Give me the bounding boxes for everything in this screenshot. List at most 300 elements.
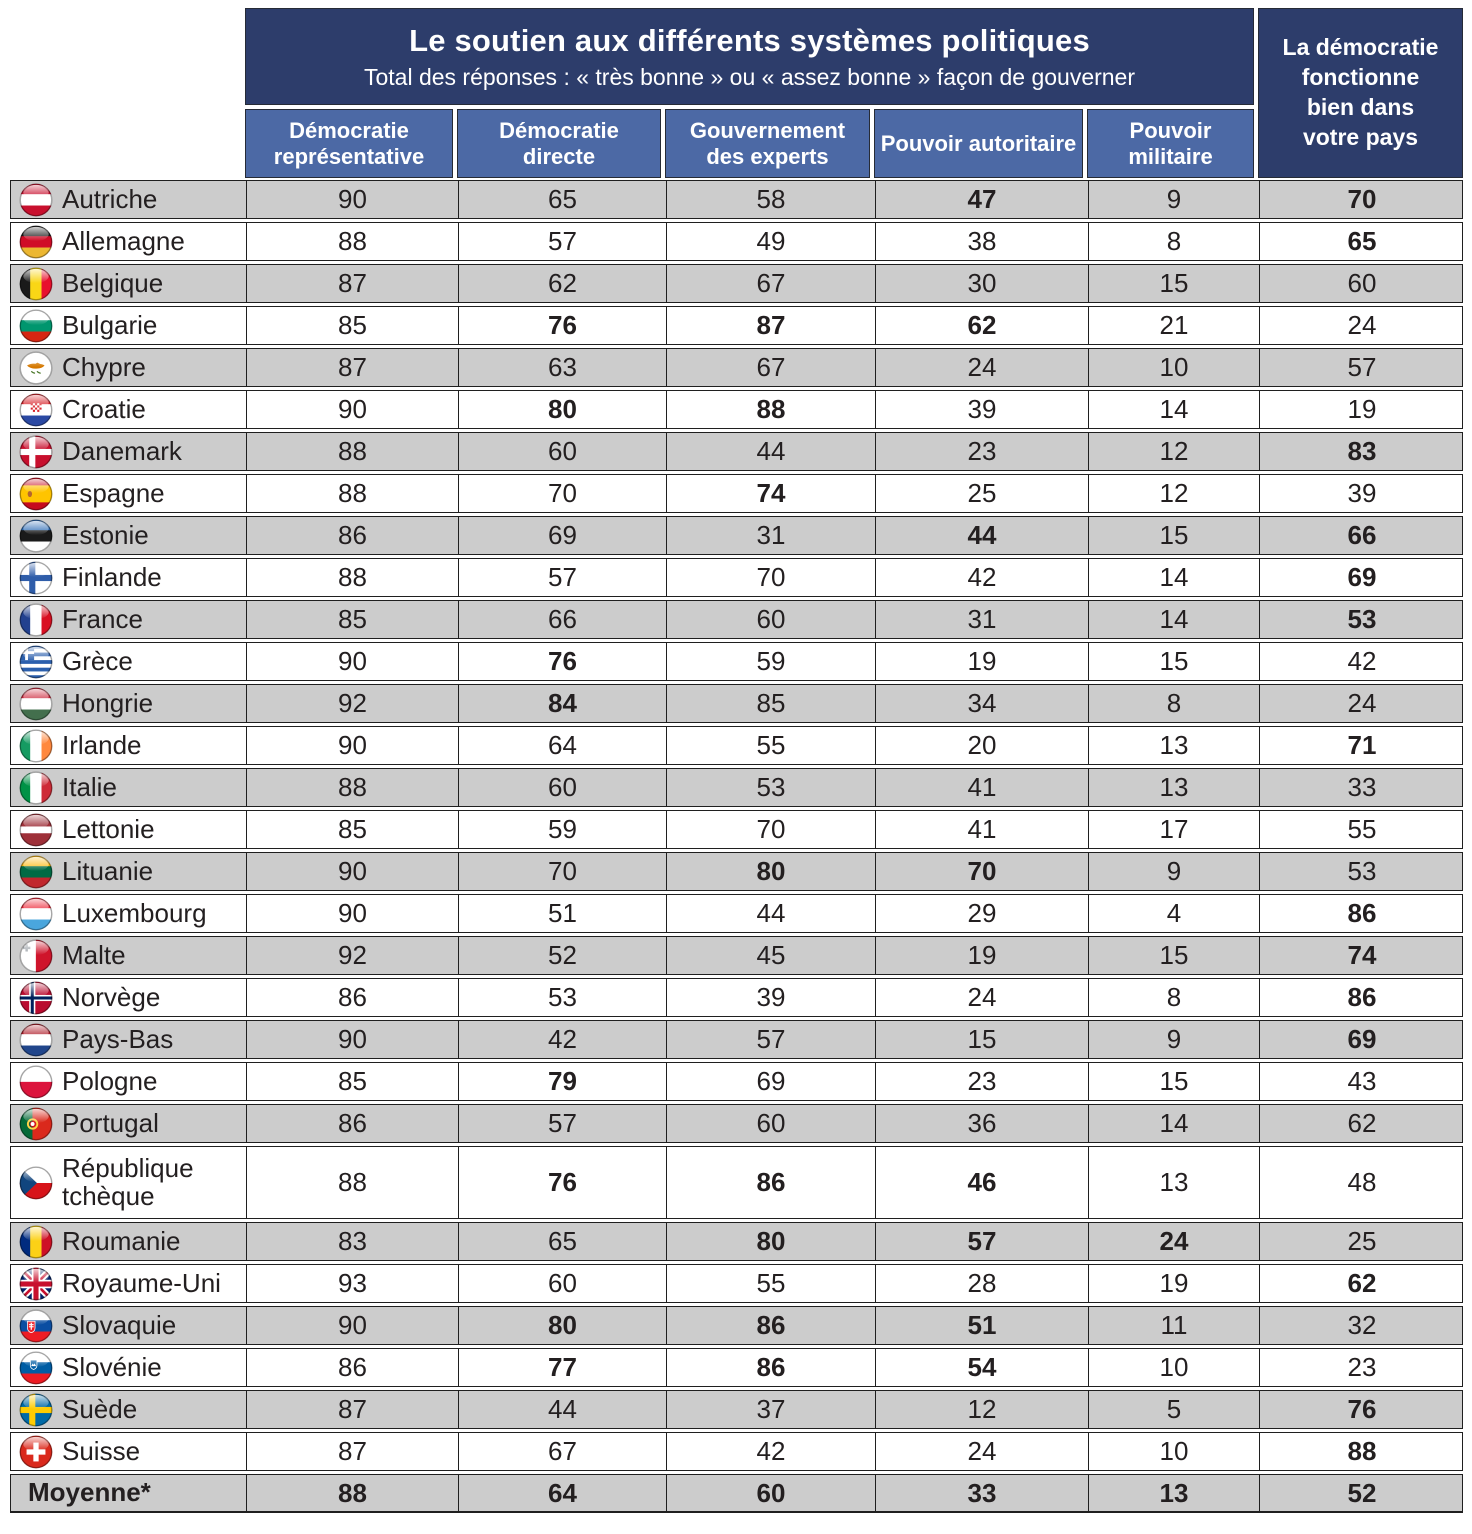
- value-cell: 88: [246, 1147, 458, 1218]
- value-cell: 90: [246, 181, 458, 218]
- country-label: Belgique: [62, 267, 164, 298]
- country-label: Croatie: [62, 393, 146, 424]
- value-cell: 12: [1088, 475, 1259, 512]
- country-label: Hongrie: [62, 687, 154, 718]
- value-cell: 37: [666, 1391, 875, 1428]
- value-cell: 60: [458, 433, 666, 470]
- value-cell: 24: [875, 349, 1088, 386]
- value-cell: 88: [246, 475, 458, 512]
- value-cell: 24: [875, 979, 1088, 1016]
- value-cell: 41: [875, 811, 1088, 848]
- value-cell: 87: [246, 1433, 458, 1470]
- value-cell: 86: [246, 1105, 458, 1142]
- flag-icon-pologne: [19, 1065, 53, 1099]
- value-cell: 90: [246, 727, 458, 764]
- value-cell: 87: [246, 1391, 458, 1428]
- country-cell: [11, 1063, 246, 1100]
- value-cell: 80: [458, 1307, 666, 1344]
- value-cell: 51: [458, 895, 666, 932]
- value-cell: 69: [1259, 1021, 1464, 1058]
- value-cell: 8: [1088, 223, 1259, 260]
- table-row: [10, 390, 1463, 429]
- country-cell: [11, 517, 246, 554]
- value-cell: 86: [666, 1349, 875, 1386]
- value-cell: 28: [875, 1265, 1088, 1302]
- flag-icon-royaume-uni: [19, 1267, 53, 1301]
- flag-icon-irlande: [19, 729, 53, 763]
- value-cell: 57: [458, 1105, 666, 1142]
- value-cell: 77: [458, 1349, 666, 1386]
- value-cell: 69: [666, 1063, 875, 1100]
- value-cell: 88: [666, 391, 875, 428]
- country-cell: [11, 1265, 246, 1302]
- country-cell: [11, 475, 246, 512]
- value-cell: 9: [1088, 181, 1259, 218]
- table-row: [10, 306, 1463, 345]
- value-cell: 55: [1259, 811, 1464, 848]
- country-label: Malte: [62, 939, 126, 970]
- value-cell: 11: [1088, 1307, 1259, 1344]
- value-cell: 32: [1259, 1307, 1464, 1344]
- value-cell: 60: [666, 1475, 875, 1511]
- value-cell: 85: [666, 685, 875, 722]
- value-cell: 13: [1088, 1475, 1259, 1511]
- flag-icon-estonie: [19, 519, 53, 553]
- value-cell: 55: [666, 727, 875, 764]
- value-cell: 55: [666, 1265, 875, 1302]
- value-cell: 86: [666, 1147, 875, 1218]
- value-cell: 15: [1088, 1063, 1259, 1100]
- value-cell: 62: [1259, 1105, 1464, 1142]
- value-cell: 90: [246, 643, 458, 680]
- value-cell: 90: [246, 391, 458, 428]
- value-cell: 44: [666, 895, 875, 932]
- value-cell: 49: [666, 223, 875, 260]
- table-row: [10, 1062, 1463, 1101]
- country-label: Moyenne*: [28, 1477, 151, 1508]
- value-cell: 67: [666, 349, 875, 386]
- value-cell: 83: [1259, 433, 1464, 470]
- table-row: [10, 1306, 1463, 1345]
- value-cell: 14: [1088, 1105, 1259, 1142]
- value-cell: 46: [875, 1147, 1088, 1218]
- value-cell: 41: [875, 769, 1088, 806]
- value-cell: 66: [1259, 517, 1464, 554]
- table-row: [10, 684, 1463, 723]
- country-cell: [11, 601, 246, 638]
- column-header-democracy-works: La démocratie fonctionne bien dans votre pays: [1258, 8, 1463, 178]
- country-label: Pologne: [62, 1065, 158, 1096]
- value-cell: 70: [458, 853, 666, 890]
- value-cell: 70: [875, 853, 1088, 890]
- country-cell: [11, 265, 246, 302]
- value-cell: 80: [458, 391, 666, 428]
- value-cell: 60: [458, 769, 666, 806]
- value-cell: 65: [458, 1223, 666, 1260]
- country-cell: [11, 1021, 246, 1058]
- value-cell: 88: [246, 559, 458, 596]
- value-cell: 76: [458, 307, 666, 344]
- value-cell: 30: [875, 265, 1088, 302]
- value-cell: 85: [246, 1063, 458, 1100]
- value-cell: 60: [458, 1265, 666, 1302]
- value-cell: 14: [1088, 391, 1259, 428]
- value-cell: 39: [1259, 475, 1464, 512]
- value-cell: 53: [666, 769, 875, 806]
- flag-icon-republique-tcheque: [19, 1166, 53, 1200]
- value-cell: 84: [458, 685, 666, 722]
- value-cell: 85: [246, 811, 458, 848]
- table-row: [10, 516, 1463, 555]
- value-cell: 15: [875, 1021, 1088, 1058]
- value-cell: 67: [666, 265, 875, 302]
- table-row: [10, 1348, 1463, 1387]
- flag-icon-allemagne: [19, 225, 53, 259]
- value-cell: 12: [875, 1391, 1088, 1428]
- country-label: Autriche: [62, 183, 158, 214]
- value-cell: 86: [246, 517, 458, 554]
- value-cell: 65: [1259, 223, 1464, 260]
- value-cell: 60: [666, 601, 875, 638]
- value-cell: 53: [458, 979, 666, 1016]
- value-cell: 86: [1259, 979, 1464, 1016]
- value-cell: 57: [458, 559, 666, 596]
- country-label: Allemagne: [62, 225, 185, 256]
- country-label: Grèce: [62, 645, 133, 676]
- flag-icon-lettonie: [19, 813, 53, 847]
- column-header-pouvoir-autoritaire: Pouvoir autoritaire: [874, 109, 1083, 178]
- table-body: [10, 180, 1463, 1513]
- value-cell: 9: [1088, 1021, 1259, 1058]
- value-cell: 42: [1259, 643, 1464, 680]
- country-cell: [11, 643, 246, 680]
- table-row: [10, 1146, 1463, 1219]
- value-cell: 19: [1088, 1265, 1259, 1302]
- table-row-average: [10, 1474, 1463, 1513]
- flag-icon-danemark: [19, 435, 53, 469]
- value-cell: 64: [458, 1475, 666, 1511]
- value-cell: 19: [875, 937, 1088, 974]
- table-subtitle: Total des réponses : « très bonne » ou « assez bonne » façon de gouverner: [363, 63, 1136, 90]
- country-label: Finlande: [62, 561, 162, 592]
- value-cell: 23: [875, 433, 1088, 470]
- flag-icon-suede: [19, 1393, 53, 1427]
- value-cell: 60: [666, 1105, 875, 1142]
- value-cell: 24: [1259, 685, 1464, 722]
- country-label: Slovénie: [62, 1351, 162, 1382]
- country-label: Suède: [62, 1393, 138, 1424]
- country-label: Suisse: [62, 1435, 141, 1466]
- value-cell: 17: [1088, 811, 1259, 848]
- value-cell: 25: [875, 475, 1088, 512]
- value-cell: 20: [875, 727, 1088, 764]
- value-cell: 86: [246, 979, 458, 1016]
- value-cell: 85: [246, 307, 458, 344]
- table-row: [10, 1222, 1463, 1261]
- table-row: [10, 768, 1463, 807]
- country-cell: [11, 853, 246, 890]
- value-cell: 90: [246, 1021, 458, 1058]
- country-label: Roumanie: [62, 1225, 181, 1256]
- flag-icon-roumanie: [19, 1225, 53, 1259]
- value-cell: 42: [666, 1433, 875, 1470]
- table-row: [10, 264, 1463, 303]
- country-cell: [11, 769, 246, 806]
- flag-icon-lituanie: [19, 855, 53, 889]
- value-cell: 57: [458, 223, 666, 260]
- column-header-gouvernement-experts: Gouvernement des experts: [665, 109, 870, 178]
- country-label: Slovaquie: [62, 1309, 177, 1340]
- value-cell: 53: [1259, 601, 1464, 638]
- country-label: Chypre: [62, 351, 146, 382]
- value-cell: 70: [666, 559, 875, 596]
- value-cell: 42: [875, 559, 1088, 596]
- value-cell: 51: [875, 1307, 1088, 1344]
- country-label: Bulgarie: [62, 309, 158, 340]
- country-cell: [11, 979, 246, 1016]
- flag-icon-slovaquie: [19, 1309, 53, 1343]
- country-cell: [11, 1391, 246, 1428]
- flag-icon-bulgarie: [19, 309, 53, 343]
- value-cell: 25: [1259, 1223, 1464, 1260]
- flag-icon-chypre: [19, 351, 53, 385]
- value-cell: 57: [1259, 349, 1464, 386]
- value-cell: 43: [1259, 1063, 1464, 1100]
- value-cell: 70: [458, 475, 666, 512]
- flag-icon-slovenie: [19, 1351, 53, 1385]
- value-cell: 62: [875, 307, 1088, 344]
- value-cell: 13: [1088, 1147, 1259, 1218]
- value-cell: 60: [1259, 265, 1464, 302]
- country-label: Luxembourg: [62, 897, 207, 928]
- value-cell: 45: [666, 937, 875, 974]
- value-cell: 66: [458, 601, 666, 638]
- country-cell: [11, 1433, 246, 1470]
- table-row: [10, 1390, 1463, 1429]
- table-row: [10, 180, 1463, 219]
- country-cell: [11, 433, 246, 470]
- value-cell: 14: [1088, 601, 1259, 638]
- value-cell: 19: [875, 643, 1088, 680]
- value-cell: 87: [246, 265, 458, 302]
- value-cell: 79: [458, 1063, 666, 1100]
- value-cell: 15: [1088, 937, 1259, 974]
- flag-icon-grece: [19, 645, 53, 679]
- value-cell: 86: [666, 1307, 875, 1344]
- value-cell: 4: [1088, 895, 1259, 932]
- table-row: [10, 810, 1463, 849]
- country-label: Espagne: [62, 477, 165, 508]
- column-header-democratie-directe: Démocratie directe: [457, 109, 661, 178]
- value-cell: 59: [458, 811, 666, 848]
- value-cell: 15: [1088, 643, 1259, 680]
- country-label: Irlande: [62, 729, 142, 760]
- value-cell: 88: [246, 223, 458, 260]
- column-header-democratie-representative: Démocratie représentative: [245, 109, 453, 178]
- country-label: Estonie: [62, 519, 149, 550]
- value-cell: 90: [246, 895, 458, 932]
- value-cell: 38: [875, 223, 1088, 260]
- table-row: [10, 642, 1463, 681]
- value-cell: 13: [1088, 769, 1259, 806]
- value-cell: 90: [246, 853, 458, 890]
- table-row: [10, 894, 1463, 933]
- country-cell: [11, 811, 246, 848]
- value-cell: 92: [246, 685, 458, 722]
- table-title: Le soutien aux différents systèmes politiques: [409, 22, 1090, 58]
- country-label: République tchèque: [62, 1153, 194, 1211]
- value-cell: 52: [1259, 1475, 1464, 1511]
- value-cell: 31: [666, 517, 875, 554]
- value-cell: 54: [875, 1349, 1088, 1386]
- country-label: Danemark: [62, 435, 182, 466]
- value-cell: 53: [1259, 853, 1464, 890]
- value-cell: 83: [246, 1223, 458, 1260]
- value-cell: 44: [458, 1391, 666, 1428]
- value-cell: 13: [1088, 727, 1259, 764]
- value-cell: 29: [875, 895, 1088, 932]
- value-cell: 88: [246, 769, 458, 806]
- country-cell: [11, 181, 246, 218]
- value-cell: 47: [875, 181, 1088, 218]
- flag-icon-finlande: [19, 561, 53, 595]
- value-cell: 92: [246, 937, 458, 974]
- value-cell: 23: [875, 1063, 1088, 1100]
- table-row: [10, 936, 1463, 975]
- country-cell: [11, 1105, 246, 1142]
- value-cell: 80: [666, 853, 875, 890]
- flag-icon-italie: [19, 771, 53, 805]
- value-cell: 67: [458, 1433, 666, 1470]
- flag-icon-luxembourg: [19, 897, 53, 931]
- country-label: Lettonie: [62, 813, 155, 844]
- value-cell: 58: [666, 181, 875, 218]
- value-cell: 57: [666, 1021, 875, 1058]
- value-cell: 65: [458, 181, 666, 218]
- value-cell: 39: [666, 979, 875, 1016]
- country-cell: [11, 937, 246, 974]
- table-row: [10, 978, 1463, 1017]
- table-row: [10, 474, 1463, 513]
- country-cell: [11, 1147, 246, 1218]
- political-systems-table: [10, 8, 1463, 1516]
- value-cell: 88: [246, 1475, 458, 1511]
- table-row: [10, 726, 1463, 765]
- flag-icon-norvege: [19, 981, 53, 1015]
- country-cell: [11, 1349, 246, 1386]
- value-cell: 69: [1259, 559, 1464, 596]
- value-cell: 52: [458, 937, 666, 974]
- value-cell: 33: [1259, 769, 1464, 806]
- flag-icon-pays-bas: [19, 1023, 53, 1057]
- value-cell: 64: [458, 727, 666, 764]
- value-cell: 57: [875, 1223, 1088, 1260]
- value-cell: 74: [666, 475, 875, 512]
- value-cell: 5: [1088, 1391, 1259, 1428]
- value-cell: 85: [246, 601, 458, 638]
- table-row: [10, 432, 1463, 471]
- country-cell: [11, 727, 246, 764]
- country-label: Italie: [62, 771, 117, 802]
- value-cell: 76: [458, 643, 666, 680]
- table-row: [10, 1432, 1463, 1471]
- value-cell: 15: [1088, 265, 1259, 302]
- value-cell: 74: [1259, 937, 1464, 974]
- value-cell: 87: [246, 349, 458, 386]
- flag-icon-portugal: [19, 1107, 53, 1141]
- table-row: [10, 1104, 1463, 1143]
- value-cell: 31: [875, 601, 1088, 638]
- value-cell: 34: [875, 685, 1088, 722]
- value-cell: 44: [666, 433, 875, 470]
- value-cell: 36: [875, 1105, 1088, 1142]
- country-cell: [11, 895, 246, 932]
- value-cell: 76: [458, 1147, 666, 1218]
- country-label: Royaume-Uni: [62, 1267, 221, 1298]
- country-label: Portugal: [62, 1107, 159, 1138]
- flag-icon-france: [19, 603, 53, 637]
- value-cell: 24: [1088, 1223, 1259, 1260]
- country-cell: [11, 559, 246, 596]
- value-cell: 88: [1259, 1433, 1464, 1470]
- country-cell: [11, 391, 246, 428]
- value-cell: 8: [1088, 685, 1259, 722]
- value-cell: 21: [1088, 307, 1259, 344]
- country-cell: [11, 1223, 246, 1260]
- value-cell: 90: [246, 1307, 458, 1344]
- column-header-pouvoir-militaire: Pouvoir militaire: [1087, 109, 1254, 178]
- flag-icon-belgique: [19, 267, 53, 301]
- country-cell: [11, 307, 246, 344]
- table-header: [10, 8, 1463, 178]
- value-cell: 62: [1259, 1265, 1464, 1302]
- flag-icon-malte: [19, 939, 53, 973]
- value-cell: 14: [1088, 559, 1259, 596]
- flag-icon-croatie: [19, 393, 53, 427]
- country-cell: [11, 1307, 246, 1344]
- country-cell: [11, 349, 246, 386]
- country-label: Lituanie: [62, 855, 154, 886]
- value-cell: 76: [1259, 1391, 1464, 1428]
- value-cell: 33: [875, 1475, 1088, 1511]
- value-cell: 71: [1259, 727, 1464, 764]
- value-cell: 9: [1088, 853, 1259, 890]
- country-cell: [11, 685, 246, 722]
- value-cell: 24: [1259, 307, 1464, 344]
- table-row: [10, 222, 1463, 261]
- table-row: [10, 558, 1463, 597]
- flag-icon-suisse: [19, 1435, 53, 1469]
- value-cell: 87: [666, 307, 875, 344]
- value-cell: 8: [1088, 979, 1259, 1016]
- table-row: [10, 1020, 1463, 1059]
- table-row: [10, 852, 1463, 891]
- value-cell: 69: [458, 517, 666, 554]
- country-cell: [11, 1475, 246, 1511]
- value-cell: 15: [1088, 517, 1259, 554]
- value-cell: 70: [666, 811, 875, 848]
- value-cell: 12: [1088, 433, 1259, 470]
- country-label: Norvège: [62, 981, 161, 1012]
- value-cell: 88: [246, 433, 458, 470]
- flag-icon-autriche: [19, 183, 53, 217]
- value-cell: 10: [1088, 349, 1259, 386]
- table-row: [10, 348, 1463, 387]
- title-block: [245, 8, 1254, 105]
- value-cell: 23: [1259, 1349, 1464, 1386]
- value-cell: 44: [875, 517, 1088, 554]
- value-cell: 62: [458, 265, 666, 302]
